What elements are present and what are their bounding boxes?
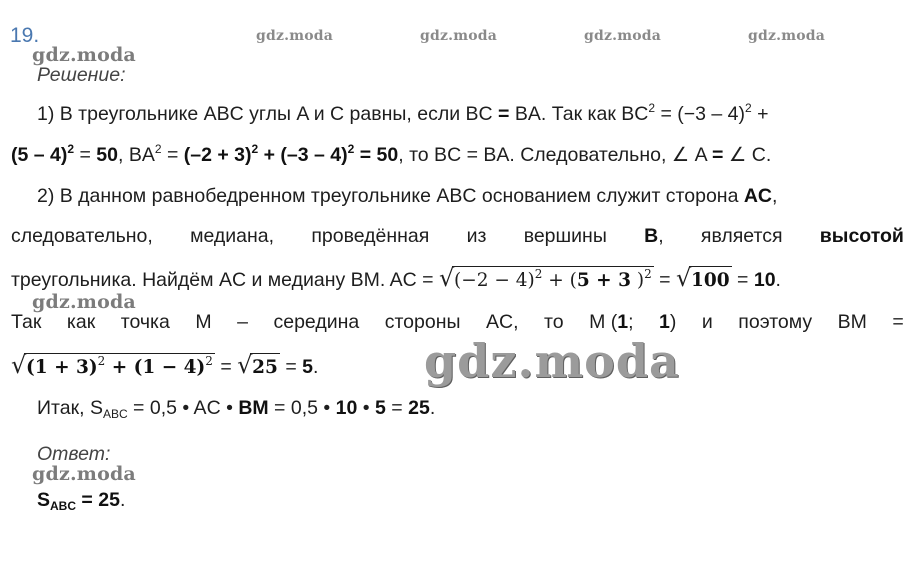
word: – [237,311,248,333]
word: медиана, [190,225,275,247]
watermark: gdz.moda [256,28,334,44]
exponent: 2 [347,142,355,156]
answer-value [37,487,904,513]
text: 2) В данном равнобедренном треугольнике ABC основанием служит сторона [37,185,744,207]
word: из [466,225,487,247]
text: = (−3 – 4) [655,103,746,125]
text: 1 [617,311,629,333]
exponent: 2 [745,101,752,115]
exponent: 2 [534,267,543,281]
text: . [313,356,319,378]
text: (–2 + 3) [183,144,252,166]
word: следовательно, [11,225,153,247]
text: + [751,103,769,125]
radical-sign-icon: √ [11,351,27,379]
text: = [498,103,510,125]
radical-sign-icon: √ [675,264,692,292]
text: = 0,5 • [268,397,336,419]
text: , то BC = BA. Следовательно, ∠ A [398,144,713,166]
paragraph-2-line-2 [11,223,904,249]
word: проведённая [311,225,430,247]
word: как [66,311,96,333]
text: (−2 − 4) [453,270,535,291]
radical-sign-icon: √ [237,351,253,379]
watermark: gdz.moda [420,28,498,44]
text: ) [669,311,677,333]
text: BA. Так как BC [509,103,649,125]
paragraph-2-line-3 [11,266,904,294]
text: AC [743,185,772,207]
word: стороны [384,311,461,333]
text: + ( [542,270,577,291]
text: ∠ C. [723,144,772,166]
text: . [775,269,781,291]
word [659,309,676,335]
word: и [701,311,713,333]
text: Итак, S [37,397,103,419]
solution-heading: Решение: [37,64,126,86]
text: + (1 − 4) [105,357,206,378]
word: точка [120,311,170,333]
text: = [161,144,184,166]
exponent: 2 [97,354,106,368]
text: • [357,397,376,419]
word: высотой [819,225,904,247]
exponent: 2 [154,142,162,156]
text: ; [628,311,634,333]
radicand [452,266,654,294]
text: = [731,269,754,291]
watermark: gdz.moda [748,28,826,44]
paragraph-2-line-5 [11,353,904,381]
paragraph-3 [37,395,904,421]
square-root [11,353,215,381]
word: середина [273,311,360,333]
watermark: gdz.moda [32,44,136,66]
text: 10 [335,397,358,419]
word [589,309,633,335]
text: 5 [302,356,314,378]
paragraph-1-line-2 [11,142,904,168]
paragraph-2-line-1 [37,183,904,209]
text: 1 [659,311,670,333]
text: . [119,489,126,511]
word: является [700,225,783,247]
watermark: gdz.moda [584,28,662,44]
text: 5 + 3 [576,270,631,291]
subscript: ABC [50,499,77,513]
exponent: 2 [251,142,259,156]
paragraph-1-line-1 [37,101,904,127]
exponent: 2 [67,142,75,156]
exponent: 2 [205,354,213,368]
text: ) [631,270,645,291]
text: = [214,356,238,378]
text: 10 [753,269,776,291]
exponent: 2 [644,267,652,281]
word: поэтому [738,311,813,333]
text: = [712,144,724,166]
text: треугольника. Найдём AC и медиану BM. AC = [11,269,439,291]
text: BM [238,397,269,419]
word: Так [11,311,42,333]
problem-number: 19. [10,24,40,47]
square-root [676,266,732,294]
text: = 25 [76,489,120,511]
text: (5 – 4) [11,144,68,166]
word: то [544,311,564,333]
text: + (–3 – 4) [258,144,348,166]
text: = [74,144,97,166]
watermark: gdz.moda [32,291,136,313]
square-root [439,266,654,294]
word: вершины [523,225,607,247]
text: = [279,356,303,378]
text: , [658,225,664,247]
text: = [385,397,409,419]
text: 50 [96,144,118,166]
text: 25 [408,397,430,419]
answer-heading: Ответ: [37,443,111,465]
text: = 0,5 • AC • [127,397,239,419]
paragraph-2-line-4 [11,309,904,335]
square-root [237,353,280,381]
radicand [689,266,732,294]
word [644,223,664,249]
text: B [644,225,659,247]
text: 1) В треугольнике ABC углы A и C равны, если BC [37,103,499,125]
watermark: gdz.moda [32,463,136,485]
text: , BA [117,144,155,166]
watermark-large: gdz.moda [424,334,680,388]
text: M ( [589,311,618,333]
text: (1 + 3) [26,357,98,378]
word: = [892,311,904,333]
radicand [250,353,280,381]
text: , [772,185,778,207]
radicand [24,353,215,381]
radical-sign-icon: √ [438,264,455,292]
text: 100 [690,270,730,291]
exponent: 2 [648,101,656,115]
word: AC, [486,311,519,333]
text: S [37,489,51,511]
word: BM [837,311,867,333]
word: M [195,311,212,333]
text: = 50 [354,144,399,166]
text: . [429,397,436,419]
text: 25 [252,357,278,378]
text: 5 [375,397,386,419]
subscript: ABC [102,407,128,421]
text: = [653,269,676,291]
